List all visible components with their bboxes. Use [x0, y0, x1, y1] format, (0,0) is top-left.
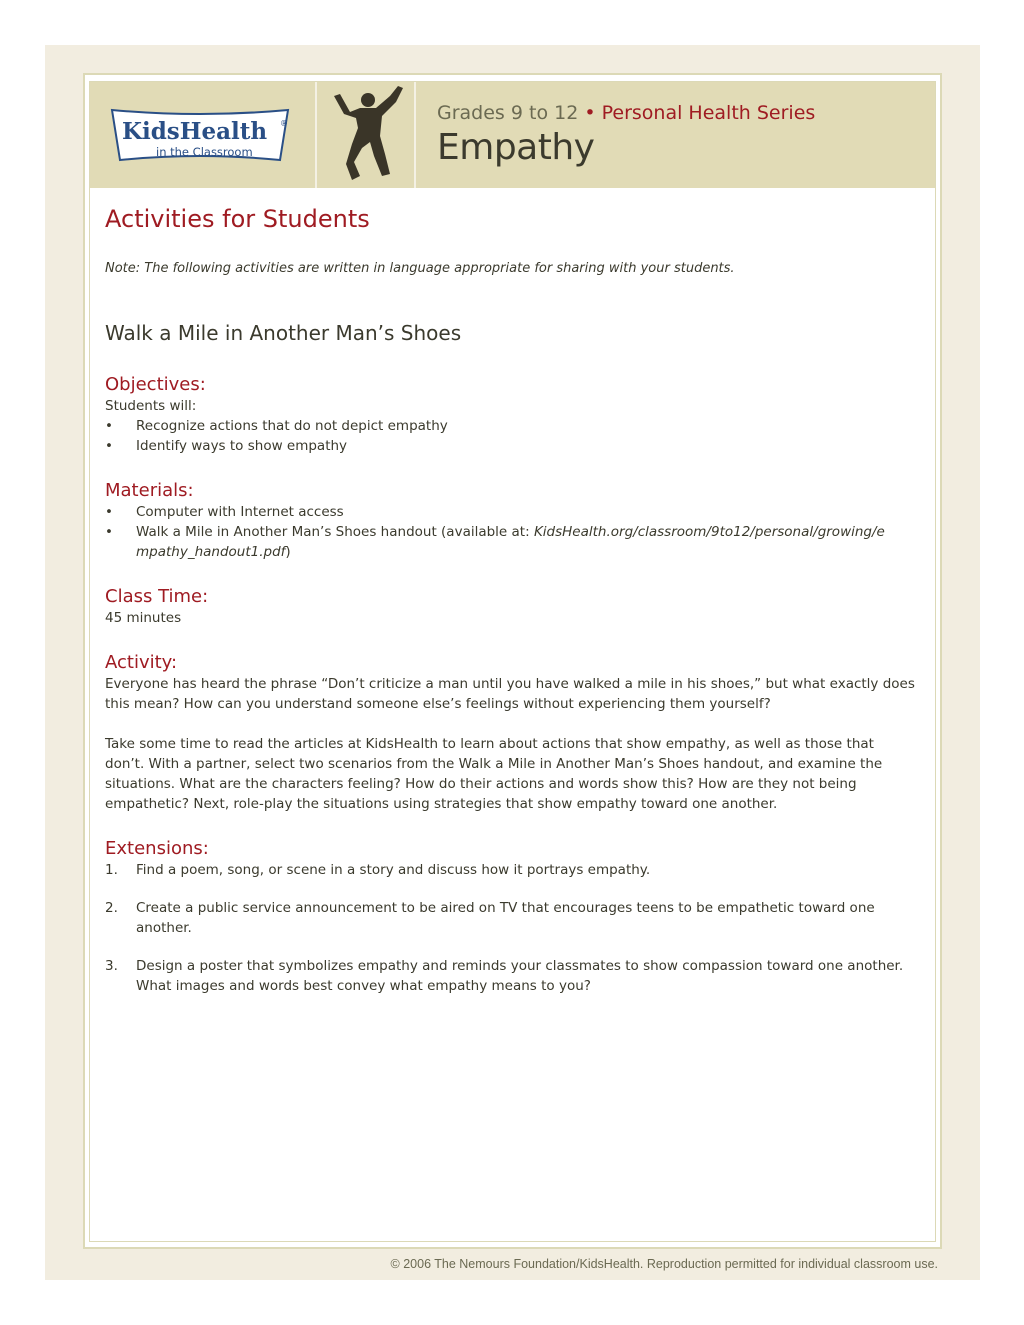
handout-link[interactable]: KidsHealth.org/classroom/9to12/personal/growing/empathy_handout1.pdf — [136, 524, 885, 560]
objectives-heading: Objectives: — [105, 374, 206, 395]
class-time-heading: Class Time: — [105, 586, 209, 607]
list-item: • Identify ways to show empathy — [105, 438, 348, 454]
extensions-list — [105, 860, 915, 996]
activity-paragraph: Take some time to read the articles at KidsHealth to learn about actions that show empathy, as well as those that don’t. With a partner, select two scenarios from the Walk a Mile in Another Man’s Shoes handout, and examine the situations. What are the characters feeling? How do their actions and words show this? How are they not being empathetic? Next, role-play the situations using strategies that show empathy toward one another. — [105, 736, 883, 812]
objectives-intro: Students will: — [105, 398, 197, 414]
kidshealth-logo — [108, 106, 292, 164]
jumping-person-icon — [330, 82, 410, 188]
grade-range: Grades 9 to 12 — [437, 102, 579, 124]
logo-subtitle: in the Classroom — [156, 145, 253, 159]
page-title: Empathy — [437, 127, 595, 168]
list-item — [105, 860, 915, 880]
material-text-end: ) — [285, 544, 291, 560]
materials-heading: Materials: — [105, 480, 194, 501]
extension-text: Find a poem, song, or scene in a story and discuss how it portrays empathy. — [136, 862, 651, 878]
objectives-list — [105, 416, 915, 456]
logo-registered-mark: ® — [280, 119, 288, 128]
series-name: Personal Health Series — [601, 102, 816, 124]
main-content — [105, 205, 915, 996]
item-number: 2. — [105, 900, 118, 916]
header-divider — [315, 82, 317, 188]
class-time-value: 45 minutes — [105, 610, 182, 626]
section-heading: Activities for Students — [105, 205, 370, 233]
extensions-heading: Extensions: — [105, 838, 209, 859]
copyright-footer: © 2006 The Nemours Foundation/KidsHealth. Reproduction permitted for individual classroom use. — [390, 1257, 938, 1271]
activity-title: Walk a Mile in Another Man’s Shoes — [105, 321, 462, 345]
activity-paragraph: Everyone has heard the phrase “Don’t criticize a man until you have walked a mile in his shoes,” but what exactly does this mean? How can you understand someone else’s feelings without experiencing them yourself? — [105, 676, 915, 712]
header-divider — [414, 82, 416, 188]
material-text: Walk a Mile in Another Man’s Shoes handout (available at: — [136, 524, 534, 540]
list-item: • Recognize actions that do not depict empathy — [105, 418, 448, 434]
extension-text: Create a public service announcement to be aired on TV that encourages teens to be empathetic toward one another. — [136, 900, 875, 936]
extension-text: Design a poster that symbolizes empathy and reminds your classmates to show compassion toward one another. What images and words best convey what empathy means to you? — [136, 958, 904, 994]
grade-series-line — [437, 102, 815, 124]
objectives-section — [105, 374, 915, 456]
list-item: • Computer with Internet access — [105, 504, 344, 520]
list-item — [105, 898, 915, 938]
item-number: 1. — [105, 862, 118, 878]
activity-section — [105, 652, 915, 814]
note-text: The following activities are written in language appropriate for sharing with your students. — [140, 261, 735, 276]
class-time-section — [105, 586, 915, 628]
item-number: 3. — [105, 958, 118, 974]
objective-text: Recognize actions that do not depict empathy — [136, 418, 448, 434]
separator-bullet: • — [584, 102, 596, 124]
list-item: • Walk a Mile in Another Man’s Shoes handout (available at: KidsHealth.org/classroom/9to12/personal/growing/empathy_handout1.pdf) — [105, 524, 885, 560]
extensions-section — [105, 838, 915, 996]
materials-list — [105, 502, 915, 562]
materials-section — [105, 480, 915, 562]
objective-text: Identify ways to show empathy — [136, 438, 348, 454]
note — [105, 261, 915, 276]
note-label: Note: — [105, 261, 141, 276]
activity-heading: Activity: — [105, 652, 178, 673]
list-item — [105, 956, 915, 996]
logo-text: KidsHealth — [122, 118, 268, 145]
material-text: Computer with Internet access — [136, 504, 344, 520]
